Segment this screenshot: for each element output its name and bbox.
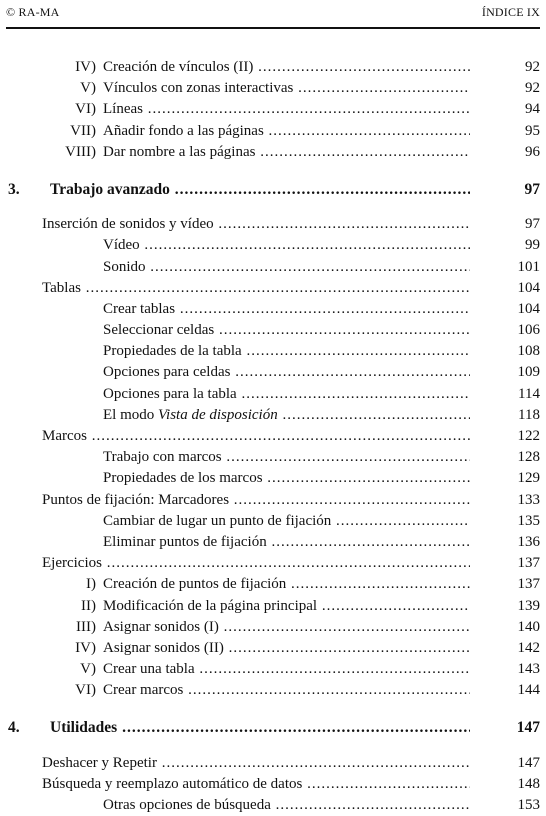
toc-subsection[interactable] (0, 257, 546, 278)
section-title: Marcos ..... (42, 426, 470, 447)
page-number: 97 (524, 180, 540, 198)
toc-subsection[interactable] (0, 320, 546, 341)
page-number: 92 (525, 59, 540, 75)
title-prefix: El modo (103, 406, 158, 423)
toc-subsection[interactable] (0, 362, 546, 383)
subsection-title: Seleccionar celdas ..... (103, 320, 470, 341)
toc-subsection[interactable] (0, 447, 546, 468)
page-number: 142 (517, 639, 540, 656)
page-number: 106 (517, 322, 540, 339)
entry-title: Vínculos con zonas interactivas ..... (103, 78, 470, 99)
page-number: 122 (517, 428, 540, 444)
chapter-heading[interactable] (0, 717, 546, 738)
page-number: 118 (518, 406, 540, 423)
toc-subsection[interactable] (0, 299, 546, 320)
page-number: 97 (525, 216, 540, 233)
toc-subsection[interactable] (0, 235, 546, 256)
toc-subsection[interactable] (0, 532, 546, 553)
toc-subsection[interactable] (0, 341, 546, 362)
subsection-title: Otras opciones de búsqueda ..... (103, 795, 470, 816)
toc-entry[interactable] (0, 596, 546, 617)
subsection-title: Opciones para celdas ..... (103, 362, 470, 383)
page-number: 144 (517, 682, 540, 699)
section-title: Ejercicios ..... (42, 553, 470, 574)
page-number: 128 (517, 449, 540, 466)
page-number: 139 (517, 597, 540, 614)
page-number: 94 (525, 101, 540, 118)
toc-entry[interactable] (0, 638, 546, 659)
chapter-title: Utilidades ..... (50, 717, 470, 738)
exercise-number: V) (80, 80, 96, 97)
toc-entry[interactable] (0, 659, 546, 680)
subsection-title: Cambiar de lugar un punto de fijación ..... (103, 511, 470, 532)
toc-subsection[interactable] (0, 405, 546, 426)
entry-title: Crear una tabla ..... (103, 659, 470, 680)
exercise-number: VIII) (65, 143, 96, 160)
title-italic: Vista de disposición (158, 406, 278, 423)
chapter-number: 4. (8, 719, 20, 737)
page-number: 92 (525, 80, 540, 97)
section-title: Tablas ..... (42, 278, 470, 299)
page-number: 153 (517, 797, 540, 813)
toc-subsection[interactable] (0, 511, 546, 532)
toc-section[interactable] (0, 553, 546, 574)
chapter-number: 3. (8, 180, 20, 198)
subsection-title: Propiedades de la tabla ..... (103, 341, 470, 362)
exercise-number: II) (81, 597, 96, 614)
exercise-number: IV) (75, 639, 96, 656)
page-number: 143 (517, 661, 540, 678)
toc-subsection[interactable] (0, 384, 546, 405)
page-number: 114 (518, 385, 540, 402)
chapter-heading[interactable] (0, 179, 546, 200)
exercise-number: III) (76, 618, 96, 635)
page-number: 104 (517, 279, 540, 296)
page-number: 109 (517, 364, 540, 381)
toc-entry[interactable] (0, 99, 546, 120)
chapter-title: Trabajo avanzado ..... (50, 179, 470, 200)
toc-subsection[interactable] (0, 468, 546, 489)
exercise-number: VII) (70, 122, 96, 139)
page-number: 95 (525, 122, 540, 139)
page-number: 137 (517, 555, 540, 572)
page-number: 137 (517, 576, 540, 593)
toc-section[interactable] (0, 774, 546, 795)
subsection-title (103, 405, 470, 426)
toc-section[interactable] (0, 490, 546, 511)
page-number: 108 (517, 343, 540, 360)
entry-title: Asignar sonidos (I) ..... (103, 617, 470, 638)
section-title: Deshacer y Repetir ..... (42, 753, 470, 774)
subsection-title: Sonido ..... (103, 257, 470, 278)
page-number: 101 (517, 258, 540, 275)
toc-section[interactable] (0, 214, 546, 235)
table-of-contents (0, 57, 546, 816)
section-page-number: ÍNDICE IX (481, 5, 540, 19)
page-number: 135 (517, 512, 540, 529)
section-title: Inserción de sonidos y vídeo ..... (42, 214, 470, 235)
entry-title: Añadir fondo a las páginas ..... (103, 121, 470, 142)
toc-section[interactable] (0, 426, 546, 447)
page-number: 147 (516, 719, 540, 737)
entry-title: Creación de puntos de fijación ..... (103, 574, 470, 595)
toc-subsection[interactable] (0, 795, 546, 816)
entry-title: Creación de vínculos (II) ..... (103, 57, 470, 78)
subsection-title: Crear tablas ..... (103, 299, 470, 320)
toc-entry[interactable] (0, 574, 546, 595)
toc-entry[interactable] (0, 78, 546, 99)
toc-section[interactable] (0, 753, 546, 774)
page-number: 104 (517, 300, 540, 317)
exercise-number: IV) (75, 59, 96, 75)
page-number: 129 (517, 470, 540, 487)
page-number: 136 (517, 533, 540, 550)
entry-title: Crear marcos ..... (103, 680, 470, 701)
toc-entry[interactable] (0, 57, 546, 78)
page-number: 148 (517, 775, 540, 792)
exercise-number: I) (86, 576, 96, 593)
toc-section[interactable] (0, 278, 546, 299)
section-title: Búsqueda y reemplazo automático de datos ..... (42, 774, 470, 795)
subsection-title: Vídeo ..... (103, 235, 470, 256)
page-number: 133 (517, 491, 540, 508)
subsection-title: Opciones para la tabla ..... (103, 384, 470, 405)
section-title: Puntos de fijación: Marcadores ..... (42, 490, 470, 511)
toc-entry[interactable] (0, 680, 546, 701)
toc-entry[interactable] (0, 142, 546, 163)
exercise-number: V) (80, 661, 96, 678)
publisher-mark: © RA-MA (6, 5, 60, 19)
running-header (6, 5, 540, 29)
exercise-number: VI) (75, 101, 96, 118)
subsection-title: Eliminar puntos de fijación ..... (103, 532, 470, 553)
entry-title: Modificación de la página principal ..... (103, 596, 470, 617)
entry-title: Dar nombre a las páginas ..... (103, 142, 470, 163)
toc-entry[interactable] (0, 121, 546, 142)
entry-title: Líneas ..... (103, 99, 470, 120)
page-number: 140 (517, 618, 540, 635)
subsection-title: Trabajo con marcos ..... (103, 447, 470, 468)
toc-entry[interactable] (0, 617, 546, 638)
entry-title: Asignar sonidos (II) ..... (103, 638, 470, 659)
page-number: 99 (525, 237, 540, 254)
page-number: 147 (517, 754, 540, 771)
exercise-number: VI) (75, 682, 96, 699)
page-number: 96 (525, 143, 540, 160)
subsection-title: Propiedades de los marcos ..... (103, 468, 470, 489)
